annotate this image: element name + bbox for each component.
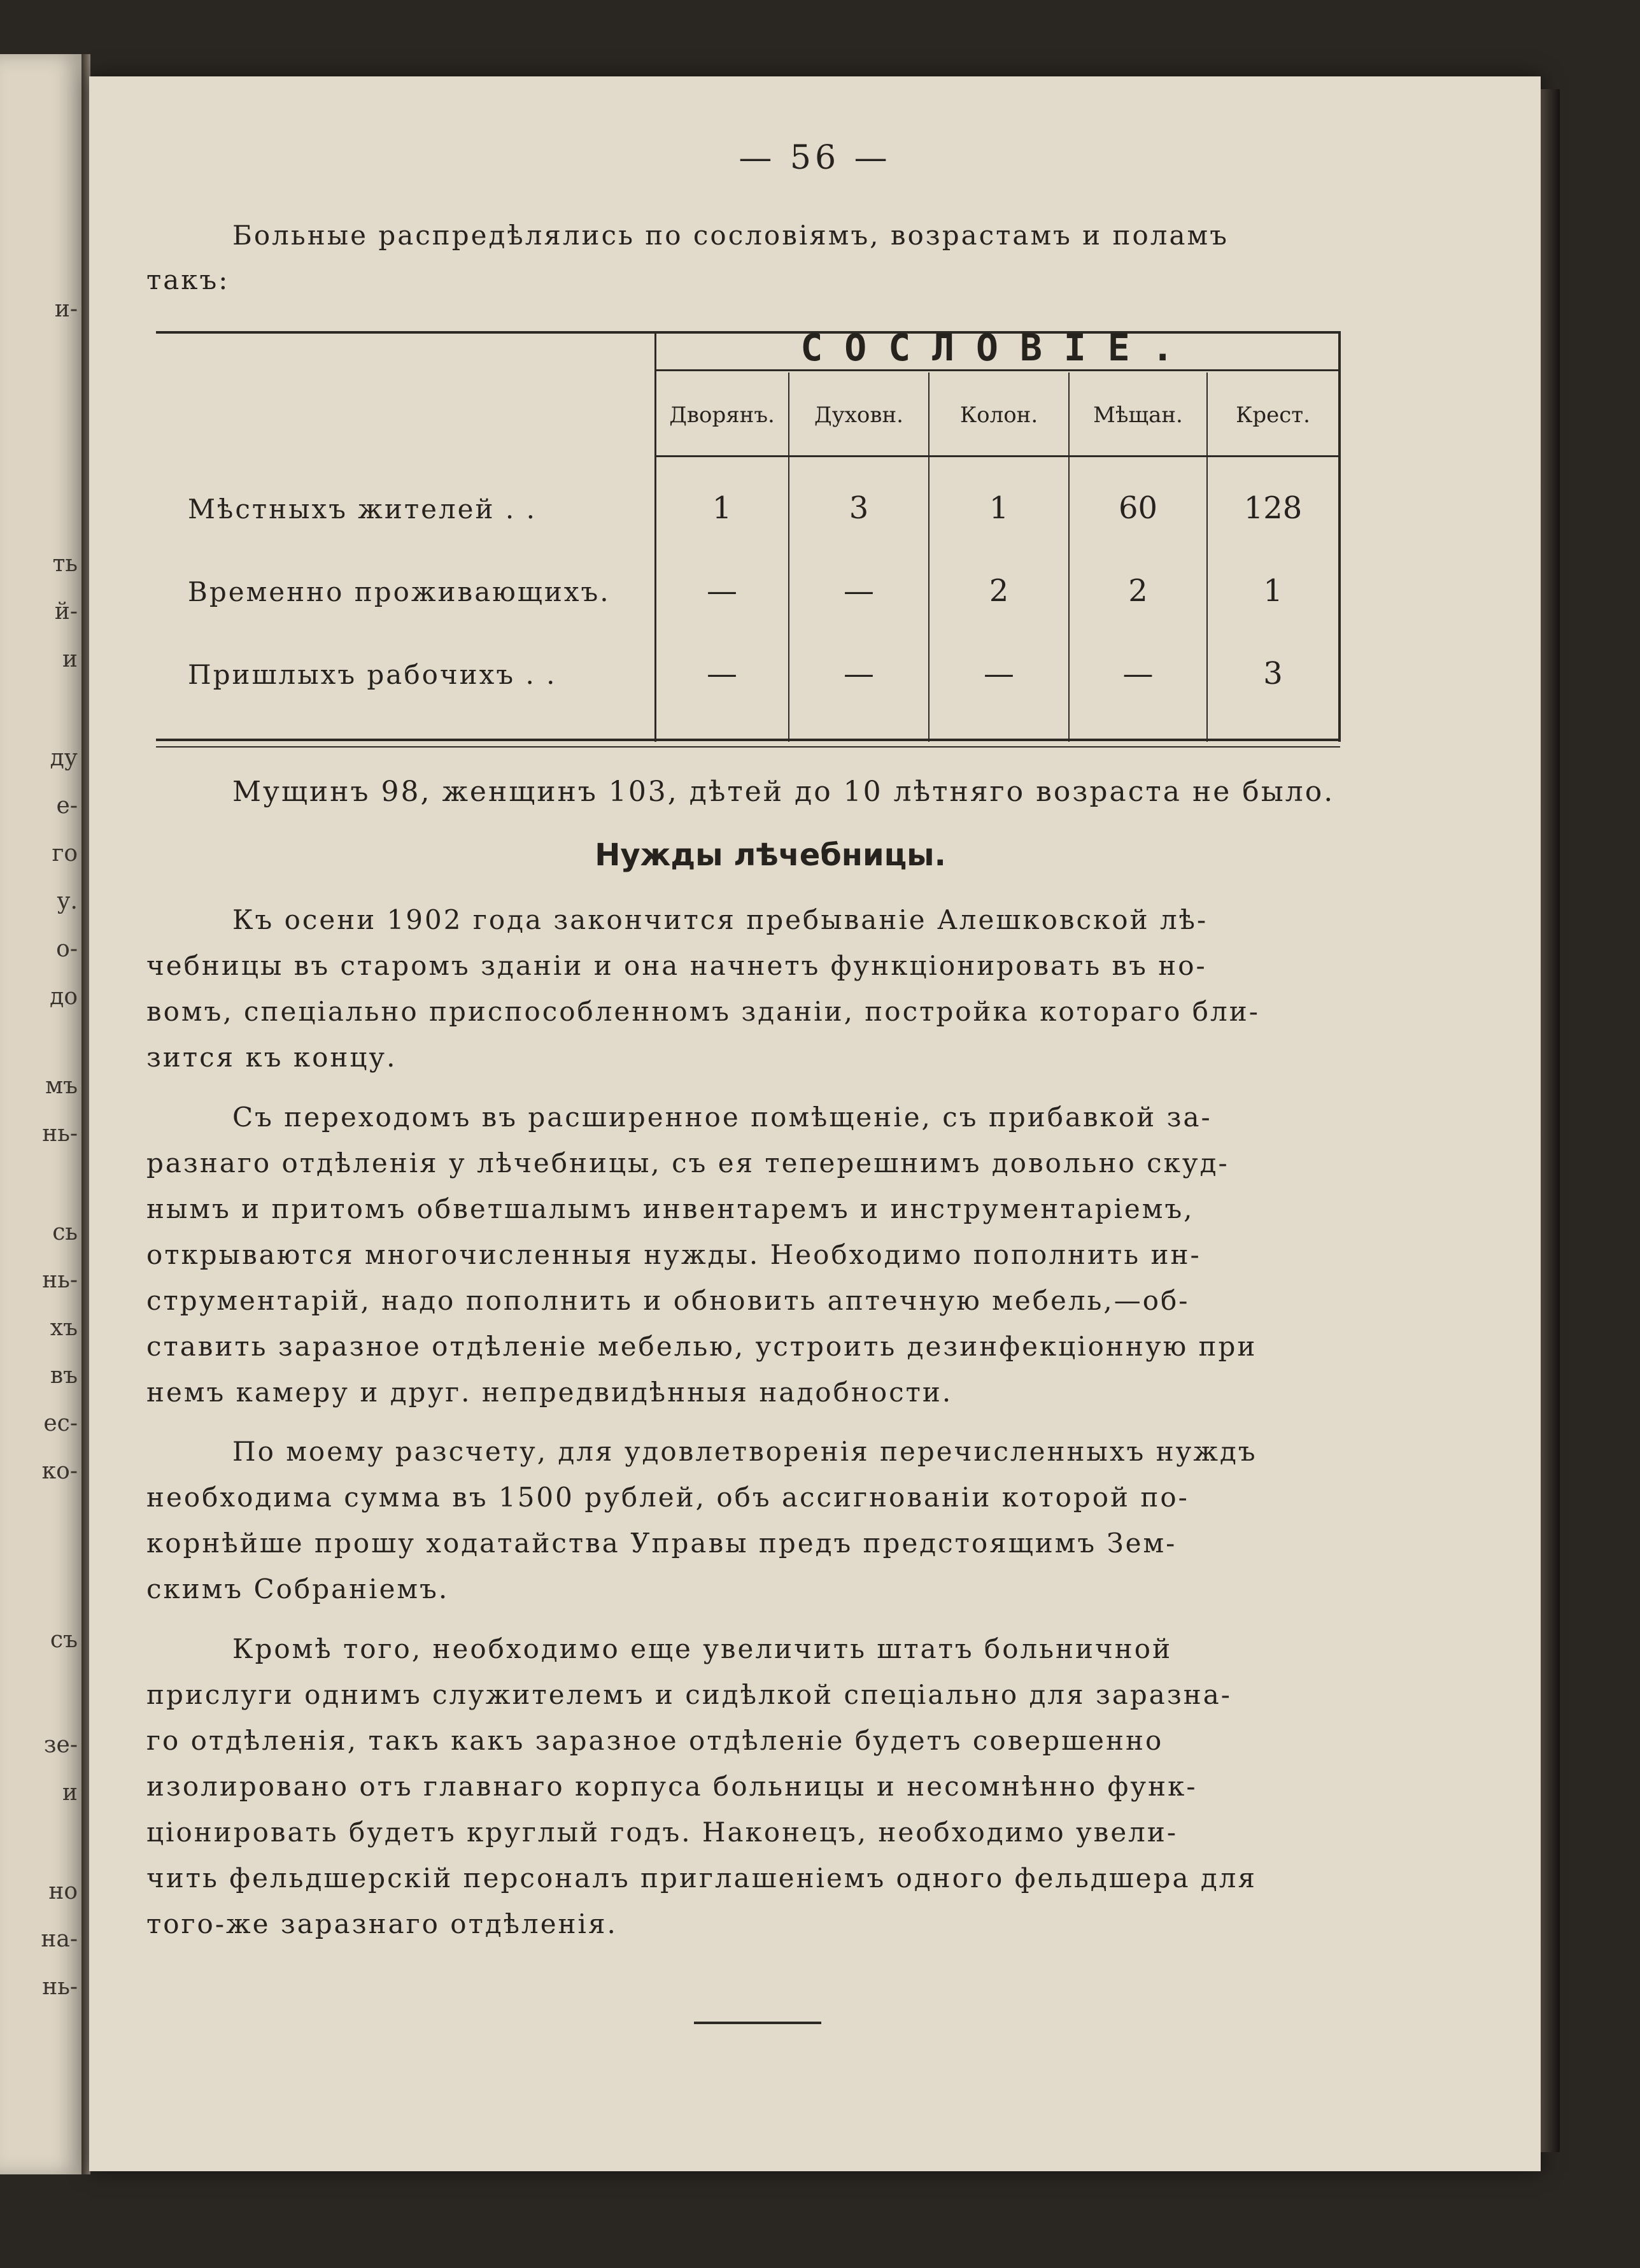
left-page-fragment: ду — [50, 745, 78, 771]
column-header: Колон. — [959, 402, 1038, 428]
left-page-fragment: сь — [52, 1219, 78, 1245]
intro-line: такъ: — [146, 264, 230, 295]
left-page-fragment: до — [50, 984, 78, 1010]
left-page-fragment: но — [48, 1878, 78, 1904]
intro-line: Больные распредѣлялись по сословіямъ, возрастамъ и поламъ — [232, 220, 1229, 251]
left-page-fragment: го — [52, 840, 78, 867]
table-right-rule — [1338, 331, 1341, 742]
paragraph-line: необходима сумма въ 1500 рублей, объ ассигнованіи которой по- — [146, 1482, 1189, 1513]
left-page-fragment: мъ — [45, 1073, 78, 1099]
table-cell: 2 — [1128, 573, 1148, 609]
paragraph-line: изолировано отъ главнаго корпуса больницы и несомнѣнно функ- — [146, 1771, 1198, 1802]
left-page-fragment: хъ — [50, 1315, 78, 1341]
paragraph-line: ставить заразное отдѣленіе мебелью, устроить дезинфекціонную при — [146, 1331, 1257, 1362]
left-page-fragment: въ — [50, 1363, 78, 1389]
end-rule — [694, 2022, 821, 2024]
paragraph-line: струментарій, надо пополнить и обновить аптечную мебель,—об- — [146, 1285, 1190, 1316]
table-cell: — — [984, 656, 1014, 691]
paragraph-line: го отдѣленія, такъ какъ заразное отдѣленіе будетъ совершенно — [146, 1725, 1164, 1756]
table-cell: 1 — [712, 490, 732, 526]
left-page-fragment: ес- — [43, 1410, 78, 1436]
summary-line: Мущинъ 98, женщинъ 103, дѣтей до 10 лѣтняго возраста не было. — [232, 776, 1335, 808]
paragraph-line: По моему разсчету, для удовлетворенія перечисленныхъ нуждъ — [232, 1436, 1257, 1467]
table-cell: 128 — [1243, 490, 1303, 526]
left-page-fragment: и- — [54, 296, 78, 322]
paragraph-line: нымъ и притомъ обветшалымъ инвентаремъ и инструментаріемъ, — [146, 1193, 1194, 1224]
left-page-fragment: и — [62, 1780, 78, 1806]
paragraph-line: прислуги однимъ служителемъ и сидѣлкой спеціально для заразна- — [146, 1679, 1232, 1710]
table-bottom-rule — [156, 739, 1340, 741]
table-cell: 3 — [849, 490, 869, 526]
left-page-fragment: ть — [52, 551, 78, 577]
paragraph-line: чебницы въ старомъ зданіи и она начнетъ функціонировать въ но- — [146, 950, 1207, 981]
left-page-fragment: нь- — [42, 1121, 78, 1147]
table-cell: — — [844, 573, 874, 609]
left-page-fragment: й- — [54, 599, 78, 625]
section-heading: Нужды лѣчебницы. — [595, 837, 946, 873]
estate-table-title: СОСЛОВІЕ. — [800, 326, 1196, 369]
table-cell: — — [707, 573, 737, 609]
paragraph-line: разнаго отдѣленія у лѣчебницы, съ ея теперешнимъ довольно скуд- — [146, 1147, 1229, 1179]
left-page-fragment: на- — [41, 1926, 78, 1952]
left-page-fragment: нь- — [42, 1267, 78, 1293]
paragraph-line: вомъ, спеціально приспособленномъ зданіи, постройка котораго бли- — [146, 996, 1260, 1027]
table-cell: — — [844, 656, 874, 691]
table-cell: 60 — [1118, 490, 1158, 526]
table-cell: 3 — [1263, 656, 1283, 691]
paragraph-line: Кромѣ того, необходимо еще увеличить штатъ больничной — [232, 1633, 1173, 1664]
main-page — [89, 76, 1541, 2171]
column-header: Мѣщан. — [1093, 402, 1183, 428]
column-header: Духовн. — [814, 402, 903, 428]
paragraph-line: скимъ Собраніемъ. — [146, 1573, 449, 1605]
left-page-fragment: ко- — [41, 1458, 78, 1484]
paragraph-line: немъ камеру и друг. непредвидѣнныя надобности. — [146, 1377, 953, 1408]
table-cell: 1 — [1263, 573, 1283, 609]
left-page-fragment: зе- — [43, 1732, 78, 1758]
paragraph-line: зится къ концу. — [146, 1042, 397, 1073]
paragraph-line: того-же заразнаго отдѣленія. — [146, 1908, 618, 1939]
paragraph-line: чить фельдшерскій персоналъ приглашеніемъ одного фельдшера для — [146, 1862, 1257, 1894]
column-header: Крест. — [1236, 402, 1310, 428]
left-page-fragment: е- — [56, 793, 78, 819]
paragraph-line: корнѣйше прошу ходатайства Управы предъ предстоящимъ Зем- — [146, 1527, 1177, 1559]
left-page-fragment: у. — [57, 888, 78, 914]
table-header-rule — [656, 455, 1340, 457]
paragraph-line: ціонировать будетъ круглый годъ. Наконецъ, необходимо увели- — [146, 1817, 1178, 1848]
paragraph-line: Къ осени 1902 года закончится пребываніе Алешковской лѣ- — [232, 904, 1208, 935]
paragraph-line: Съ переходомъ въ расширенное помѣщеніе, съ прибавкой за- — [232, 1102, 1212, 1133]
table-cell: 1 — [989, 490, 1009, 526]
row-label: Пришлыхъ рабочихъ . . — [188, 659, 557, 690]
table-title-rule — [656, 369, 1340, 371]
column-header: Дворянъ. — [669, 402, 775, 428]
page-number: — 56 — — [739, 139, 891, 177]
table-cell: — — [707, 656, 737, 691]
row-label: Временно проживающихъ. — [188, 576, 611, 607]
left-page-fragment: съ — [50, 1627, 78, 1653]
table-cell: — — [1122, 656, 1154, 691]
left-page-fragment: о- — [56, 936, 78, 962]
right-page-edge — [1541, 89, 1560, 2152]
table-bottom-rule — [156, 746, 1340, 748]
left-page-fragment: нь- — [42, 1974, 78, 2000]
table-cell: 2 — [989, 573, 1009, 609]
paragraph-line: открываются многочисленныя нужды. Необходимо пополнить ин- — [146, 1239, 1201, 1270]
left-page-edge — [0, 54, 83, 2174]
left-page-fragment: и — [62, 646, 78, 672]
row-label: Мѣстныхъ жителей . . — [188, 493, 537, 525]
